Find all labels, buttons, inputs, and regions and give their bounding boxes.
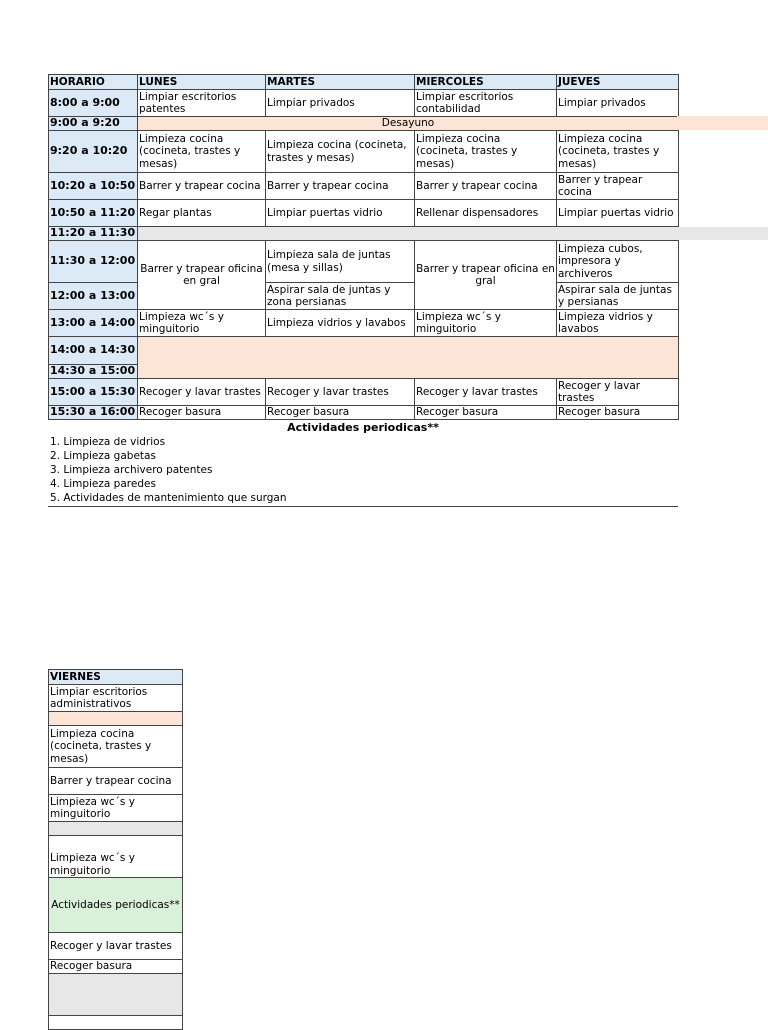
task-cell: Recoger y lavar trastes [138,379,266,406]
task-cell: Rellenar dispensadores [415,200,557,227]
task-cell: Limpiar escritorios contabilidad [415,90,557,117]
time-cell: 9:00 a 9:20 [49,117,138,131]
task-cell: Limpieza cocina (cocineta, trastes y mesas) [49,726,183,768]
task-cell: Aspirar sala de juntas y persianas [557,283,679,310]
task-cell: Barrer y trapear cocina [138,173,266,200]
time-cell: 11:20 a 11:30 [49,227,138,241]
task-cell: Limpieza cocina (cocineta, trastes y mesas) [266,131,415,173]
task-cell: Limpiar privados [557,90,679,117]
header-lunes: LUNES [138,75,266,90]
task-cell: Limpiar escritorios patentes [138,90,266,117]
header-viernes: VIERNES [49,670,183,685]
header-jueves: JUEVES [557,75,679,90]
empty-cell [49,1016,183,1030]
task-cell: Limpiar puertas vidrio [557,200,679,227]
time-cell: 12:00 a 13:00 [49,283,138,310]
list-item: 5. Actividades de mantenimiento que surgan [50,492,287,504]
header-miercoles: MIERCOLES [415,75,557,90]
task-cell: Recoger y lavar trastes [49,933,183,960]
viernes-table [48,669,183,1030]
list-item: 4. Limpieza paredes [50,478,156,490]
time-cell: 8:00 a 9:00 [49,90,138,117]
time-cell: 10:20 a 10:50 [49,173,138,200]
periodic-list [50,435,287,505]
task-cell: Limpiar escritorios administrativos [49,685,183,712]
task-cell: Recoger basura [49,960,183,974]
break-band [677,227,768,240]
header-martes: MARTES [266,75,415,90]
time-cell: 10:50 a 11:20 [49,200,138,227]
task-cell: Limpieza wc´s y minguitorio [138,310,266,337]
task-cell: Barrer y trapear cocina [266,173,415,200]
breakfast-band [677,116,768,130]
time-cell: 15:30 a 16:00 [49,406,138,420]
task-cell: Limpieza wc´s y minguitorio [49,836,183,878]
task-cell: Limpieza cocina (cocineta, trastes y mesas) [138,131,266,173]
task-cell: Barrer y trapear cocina [415,173,557,200]
task-cell: Recoger y lavar trastes [557,379,679,406]
task-cell: Limpieza cubos, impresora y archiveros [557,241,679,283]
task-cell: Aspirar sala de juntas y zona persianas [266,283,415,310]
task-cell: Recoger basura [138,406,266,420]
schedule-table [48,74,679,420]
task-cell: Recoger basura [415,406,557,420]
task-cell: Limpieza vidrios y lavabos [557,310,679,337]
breakfast-cell: Desayuno [138,117,679,131]
task-cell: Barrer y trapear cocina [49,768,183,795]
time-cell: 13:00 a 14:00 [49,310,138,337]
empty-cell [49,974,183,1016]
task-cell: Barrer y trapear oficina en gral [415,241,557,310]
task-cell: Barrer y trapear cocina [557,173,679,200]
list-item: 3. Limpieza archivero patentes [50,464,213,476]
periodic-activities [48,420,678,507]
time-cell: 14:00 a 14:30 [49,337,138,365]
task-cell: Recoger basura [557,406,679,420]
task-cell: Limpieza vidrios y lavabos [266,310,415,337]
task-cell: Limpieza cocina (cocineta, trastes y mesas) [557,131,679,173]
break-cell [138,227,679,241]
task-cell: Limpieza cocina (cocineta, trastes y mesas) [415,131,557,173]
break-cell [138,337,679,379]
time-cell: 15:00 a 15:30 [49,379,138,406]
task-cell: Limpieza wc´s y minguitorio [415,310,557,337]
time-cell: 14:30 a 15:00 [49,365,138,379]
task-cell: Limpiar privados [266,90,415,117]
periodic-cell: Actividades periodicas** [49,878,183,933]
periodic-title: Actividades periodicas** [287,421,439,434]
break-cell [49,822,183,836]
task-cell: Limpieza sala de juntas (mesa y sillas) [266,241,415,283]
task-cell: Limpiar puertas vidrio [266,200,415,227]
breakfast-cell [49,712,183,726]
task-cell: Recoger y lavar trastes [415,379,557,406]
task-cell: Regar plantas [138,200,266,227]
task-cell: Limpieza wc´s y minguitorio [49,795,183,822]
list-item: 2. Limpieza gabetas [50,450,156,462]
task-cell: Recoger y lavar trastes [266,379,415,406]
task-cell: Recoger basura [266,406,415,420]
time-cell: 9:20 a 10:20 [49,131,138,173]
time-cell: 11:30 a 12:00 [49,241,138,283]
list-item: 1. Limpieza de vidrios [50,436,166,448]
header-horario: HORARIO [49,75,138,90]
task-cell: Barrer y trapear oficina en gral [138,241,266,310]
